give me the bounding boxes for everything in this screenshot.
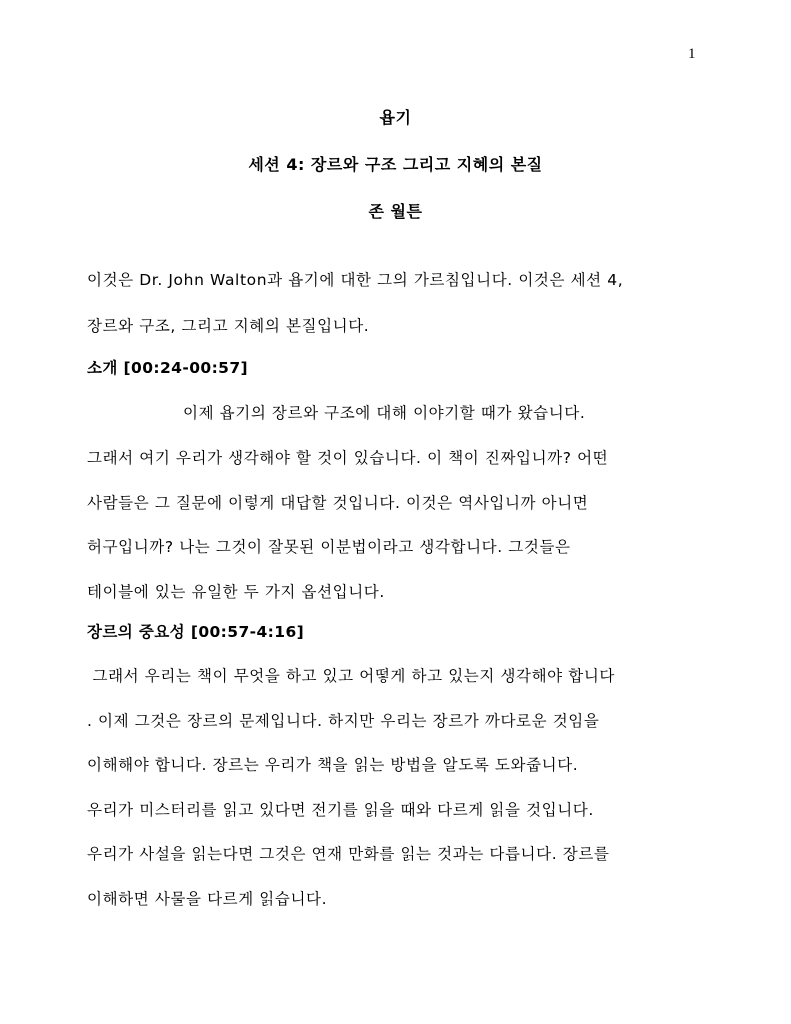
paragraph-line: 그래서 여기 우리가 생각해야 할 것이 있습니다. 이 책이 진짜입니까? 어떤: [87, 449, 609, 467]
paragraph-line: 그래서 우리는 책이 무엇을 하고 있고 어떻게 하고 있는지 생각해야 합니다: [87, 667, 615, 685]
paragraph-line: 허구입니까? 나는 그것이 잘못된 이분법이라고 생각합니다. 그것들은: [87, 538, 571, 556]
paragraph-line: 이해해야 합니다. 장르는 우리가 책을 읽는 방법을 알도록 도와줍니다.: [87, 756, 579, 774]
paragraph-line: 테이블에 있는 유일한 두 가지 옵션입니다.: [87, 583, 385, 601]
section-heading-intro: 소개 [00:24-00:57]: [87, 359, 249, 377]
intro-line: 장르와 구조, 그리고 지혜의 본질입니다.: [87, 317, 370, 335]
section-heading-genre: 장르의 중요성 [00:57-4:16]: [87, 623, 305, 641]
paragraph-line: 이해하면 사물을 다르게 읽습니다.: [87, 890, 328, 908]
paragraph-line: 우리가 미스터리를 읽고 있다면 전기를 읽을 때와 다르게 읽을 것입니다.: [87, 801, 594, 819]
page-number: 1: [688, 46, 696, 62]
document-title: 욥기: [379, 108, 412, 127]
paragraph-line: 우리가 사설을 읽는다면 그것은 연재 만화를 읽는 것과는 다릅니다. 장르를: [87, 845, 610, 863]
paragraph-line: 사람들은 그 질문에 이렇게 대답할 것입니다. 이것은 역사입니까 아니면: [87, 494, 589, 512]
session-title: 세션 4: 장르와 구조 그리고 지혜의 본질: [248, 155, 543, 174]
paragraph-line: 이제 욥기의 장르와 구조에 대해 이야기할 때가 왔습니다.: [183, 404, 586, 422]
intro-line: 이것은 Dr. John Walton과 욥기에 대한 그의 가르침입니다. 이것은 세션 4,: [87, 271, 624, 289]
author-name: 존 월튼: [368, 202, 423, 221]
paragraph-line: . 이제 그것은 장르의 문제입니다. 하지만 우리는 장르가 까다로운 것임을: [87, 712, 600, 730]
